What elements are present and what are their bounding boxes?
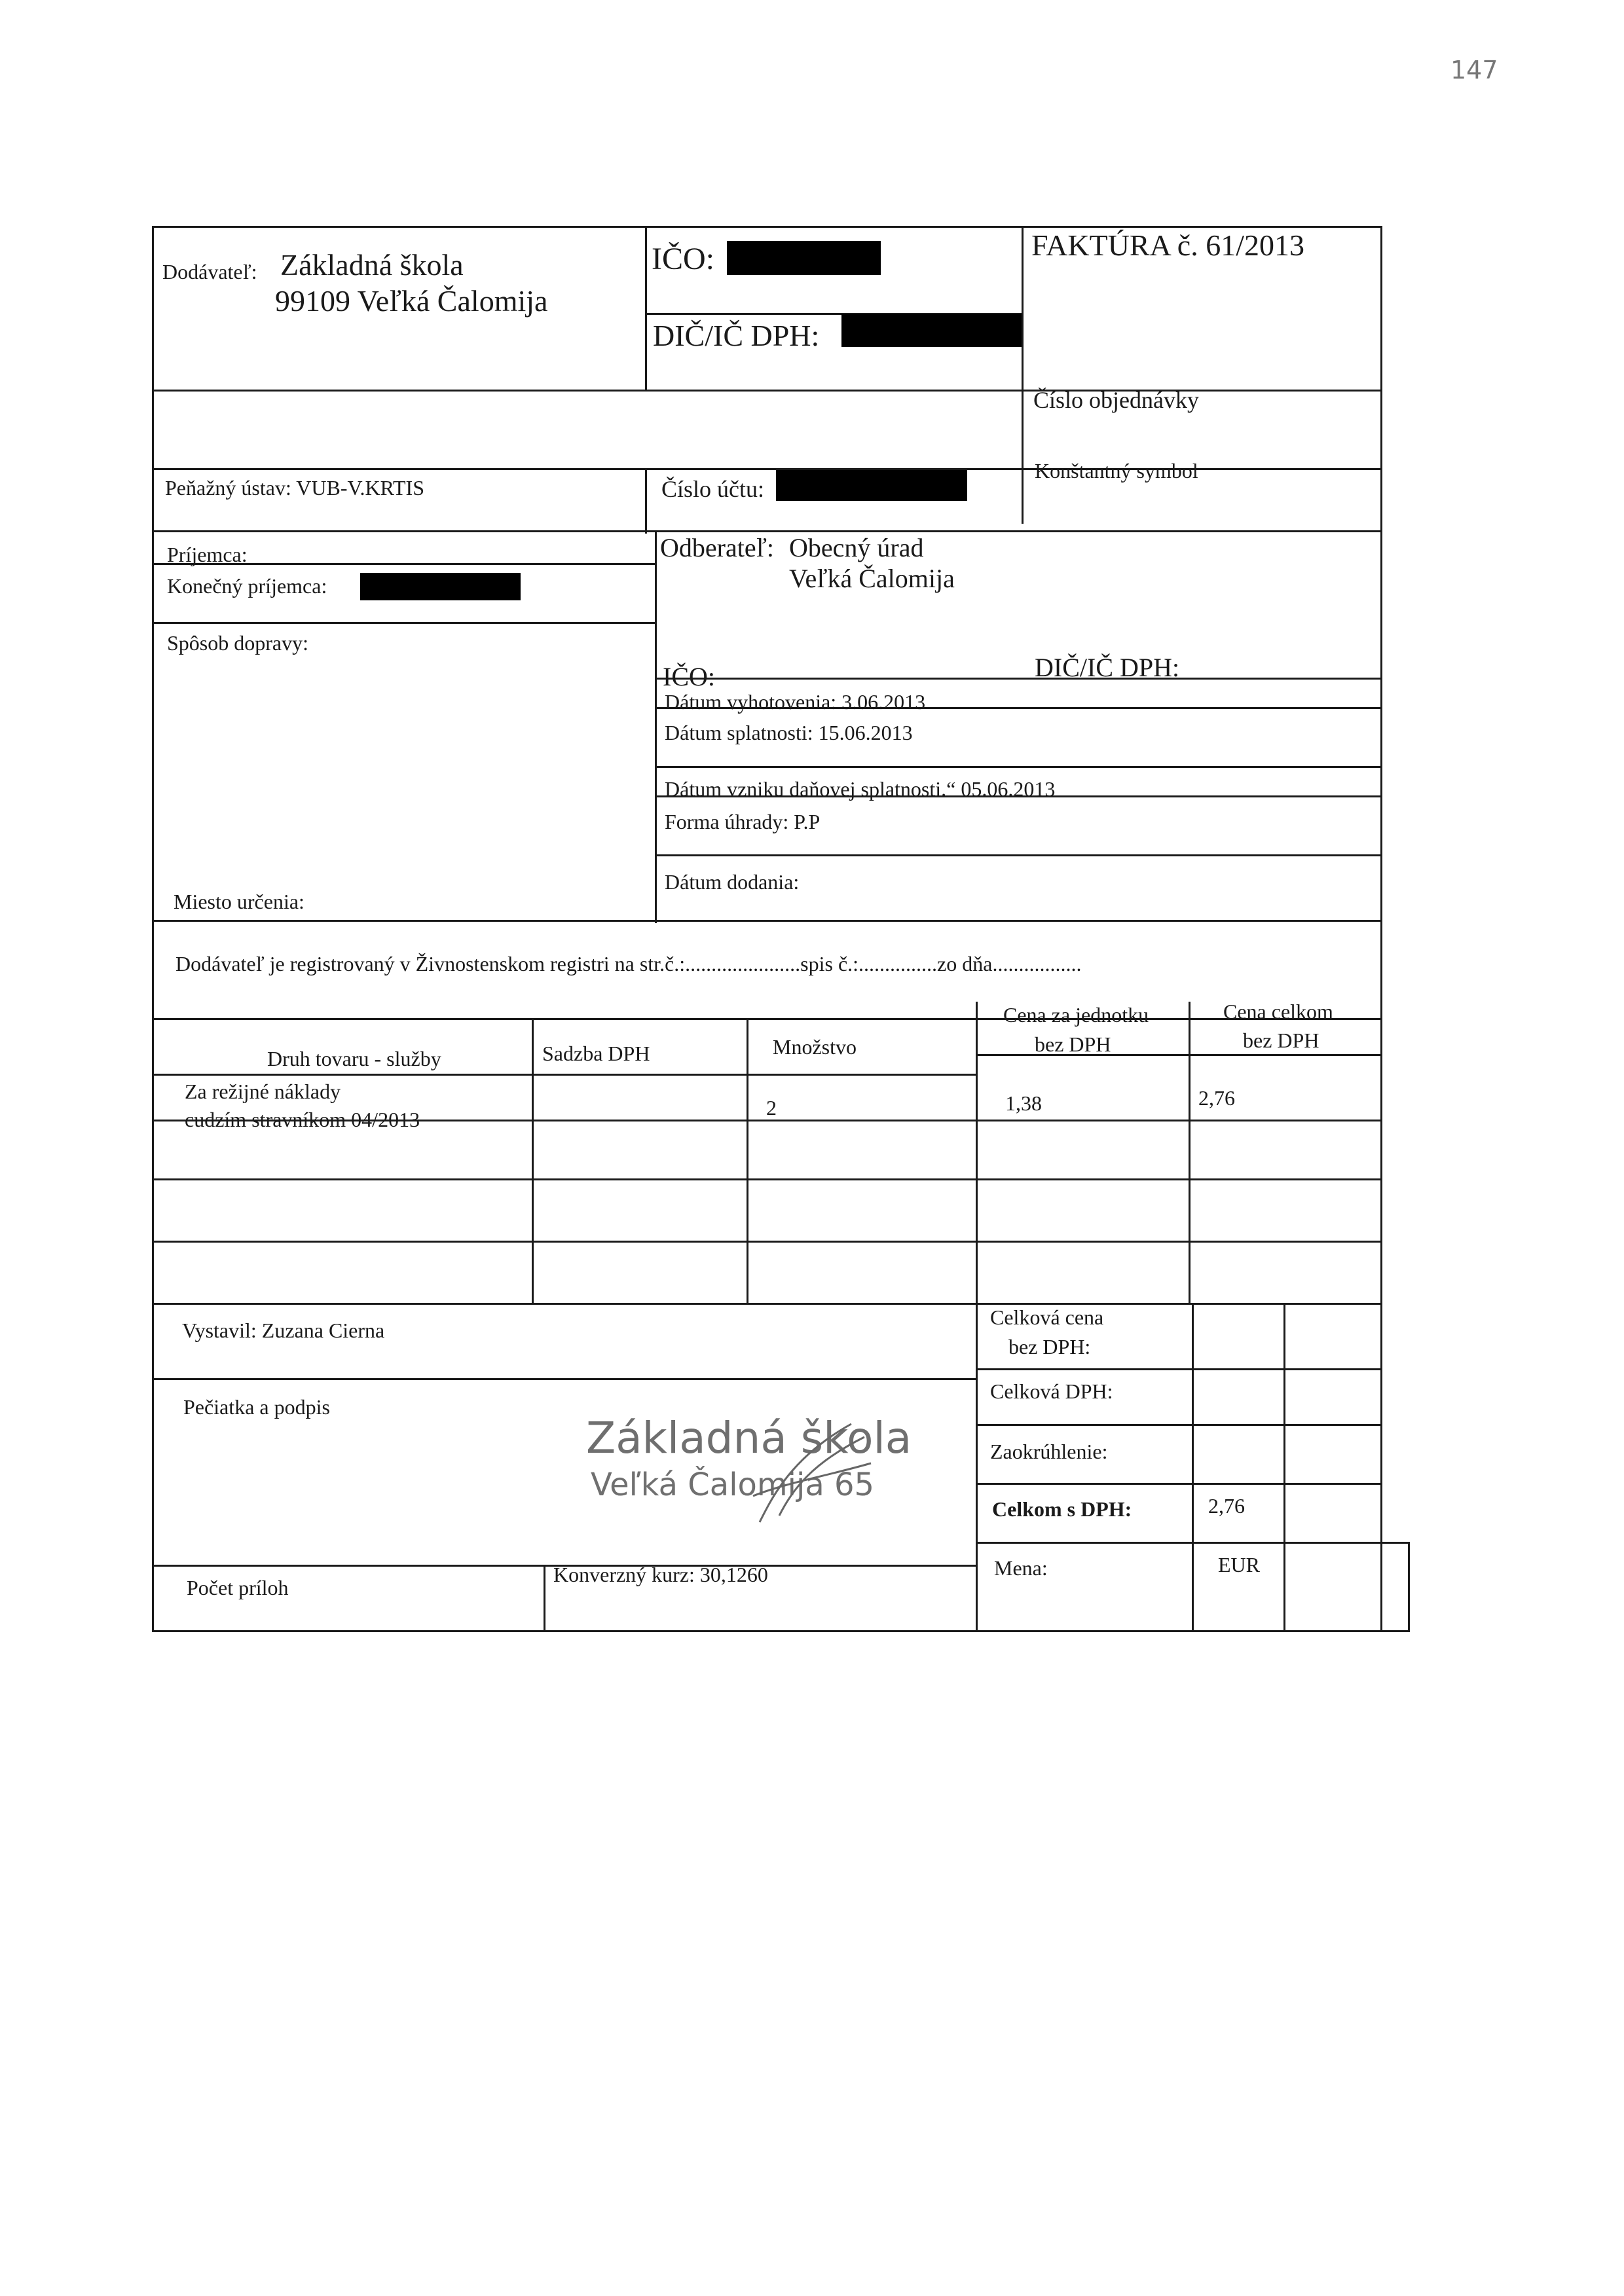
line bbox=[655, 766, 1382, 768]
account-redaction bbox=[776, 470, 967, 501]
invoice-title: FAKTÚRA č. 61/2013 bbox=[1031, 228, 1304, 262]
constant-symbol-label: Konštantný symbol bbox=[1035, 459, 1198, 483]
summary-total-with-vat-value: 2,76 bbox=[1208, 1494, 1245, 1518]
stamp-label: Pečiatka a podpis bbox=[183, 1395, 330, 1419]
line bbox=[976, 1483, 1382, 1485]
header-unit-price-2: bez DPH bbox=[1035, 1032, 1111, 1056]
attachments-label: Počet príloh bbox=[187, 1576, 289, 1599]
customer-town: Veľká Čalomija bbox=[789, 564, 955, 593]
line bbox=[152, 1178, 1382, 1180]
summary-rounding: Zaokrúhlenie: bbox=[990, 1440, 1108, 1463]
header-vat-rate: Sadzba DPH bbox=[542, 1042, 650, 1065]
final-recipient-label: Konečný príjemca: bbox=[167, 574, 327, 598]
line bbox=[1192, 1303, 1194, 1630]
registry-text: Dodávateľ je registrovaný v Živnostenskom registri na str.č.:......................spis č.:...............zo dňa................. bbox=[175, 952, 1082, 975]
summary-currency-value: EUR bbox=[1218, 1553, 1260, 1576]
summary-total-no-vat-2: bez DPH: bbox=[1008, 1335, 1091, 1358]
order-number-label: Číslo objednávky bbox=[1033, 387, 1199, 413]
line bbox=[152, 920, 1382, 922]
payment-form: Forma úhrady: P.P bbox=[665, 810, 821, 833]
line bbox=[976, 1002, 978, 1630]
supplier-label: Dodávateľ: bbox=[162, 260, 257, 283]
border-left bbox=[152, 226, 154, 1632]
header-total-1: Cena celkom bbox=[1223, 1000, 1333, 1023]
line bbox=[152, 530, 1382, 532]
header-goods: Druh tovaru - služby bbox=[267, 1047, 441, 1070]
row-unit-price: 1,38 bbox=[1005, 1091, 1042, 1115]
summary-total-with-vat-label: Celkom s DPH: bbox=[992, 1497, 1132, 1521]
customer-name: Obecný úrad bbox=[789, 533, 924, 562]
stamp-line1: Základná škola bbox=[586, 1413, 912, 1463]
supplier-name: Základná škola bbox=[280, 248, 464, 282]
signature-scribble bbox=[733, 1417, 884, 1535]
stamp-line2: Veľká Čalomija 65 bbox=[591, 1467, 875, 1503]
line bbox=[152, 622, 655, 624]
final-recipient-redaction bbox=[360, 573, 521, 600]
line bbox=[152, 1303, 1382, 1305]
transport-label: Spôsob dopravy: bbox=[167, 631, 308, 655]
header-quantity: Množstvo bbox=[773, 1035, 857, 1059]
line bbox=[1022, 226, 1024, 524]
tax-date: Dátum vzniku daňovej splatnosti.“ 05.06.2013 bbox=[665, 777, 1056, 801]
summary-total-no-vat-1: Celková cena bbox=[990, 1305, 1104, 1329]
dic-label: DIČ/IČ DPH: bbox=[653, 319, 820, 352]
exchange-rate: Konverzný kurz: 30,1260 bbox=[553, 1563, 768, 1586]
customer-label: Odberateľ: bbox=[660, 533, 774, 562]
line bbox=[655, 530, 657, 923]
line bbox=[152, 1378, 976, 1380]
line bbox=[655, 678, 1382, 680]
row-goods-line1: Za režijné náklady bbox=[185, 1080, 341, 1103]
line bbox=[655, 854, 1382, 856]
line bbox=[747, 1018, 748, 1303]
border-right bbox=[1380, 226, 1382, 1607]
line bbox=[645, 226, 647, 390]
issue-date: Dátum vyhotovenia: 3.06.2013 bbox=[665, 690, 926, 714]
line bbox=[1283, 1303, 1285, 1630]
bank-label: Peňažný ústav: VUB-V.KRTIS bbox=[165, 476, 424, 500]
line bbox=[152, 1074, 976, 1076]
customer-ico-label: IČO: bbox=[663, 662, 715, 691]
destination-label: Miesto určenia: bbox=[174, 890, 304, 913]
line bbox=[1189, 1002, 1190, 1303]
line bbox=[532, 1018, 534, 1303]
line bbox=[152, 1018, 1382, 1020]
header-total-2: bez DPH bbox=[1243, 1029, 1320, 1052]
line bbox=[645, 468, 647, 534]
line bbox=[152, 1241, 1382, 1243]
line bbox=[976, 1424, 1382, 1426]
ico-label: IČO: bbox=[652, 242, 714, 276]
customer-dic-label: DIČ/IČ DPH: bbox=[1035, 653, 1180, 682]
dic-redaction bbox=[841, 314, 1022, 347]
row-goods-line2: cudzím stravníkom 04/2013 bbox=[185, 1108, 420, 1131]
summary-currency-label: Mena: bbox=[994, 1556, 1048, 1580]
summary-total-vat: Celková DPH: bbox=[990, 1379, 1113, 1403]
account-label: Číslo účtu: bbox=[661, 476, 765, 502]
row-quantity: 2 bbox=[766, 1096, 777, 1120]
line bbox=[1408, 1542, 1410, 1632]
row-total: 2,76 bbox=[1198, 1086, 1235, 1110]
supplier-address: 99109 Veľká Čalomija bbox=[275, 284, 548, 318]
due-date: Dátum splatnosti: 15.06.2013 bbox=[665, 721, 913, 744]
line bbox=[976, 1368, 1382, 1370]
ico-redaction bbox=[727, 241, 881, 275]
page-number: 147 bbox=[1450, 56, 1498, 84]
header-unit-price-1: Cena za jednotku bbox=[1003, 1003, 1149, 1027]
border-top bbox=[152, 226, 1382, 228]
recipient-label: Príjemca: bbox=[167, 543, 248, 566]
delivery-date-label: Dátum dodania: bbox=[665, 870, 800, 894]
issued-by: Vystavil: Zuzana Cierna bbox=[182, 1319, 385, 1342]
line bbox=[1380, 1542, 1382, 1630]
line bbox=[544, 1565, 545, 1632]
border-bottom bbox=[152, 1630, 1409, 1632]
